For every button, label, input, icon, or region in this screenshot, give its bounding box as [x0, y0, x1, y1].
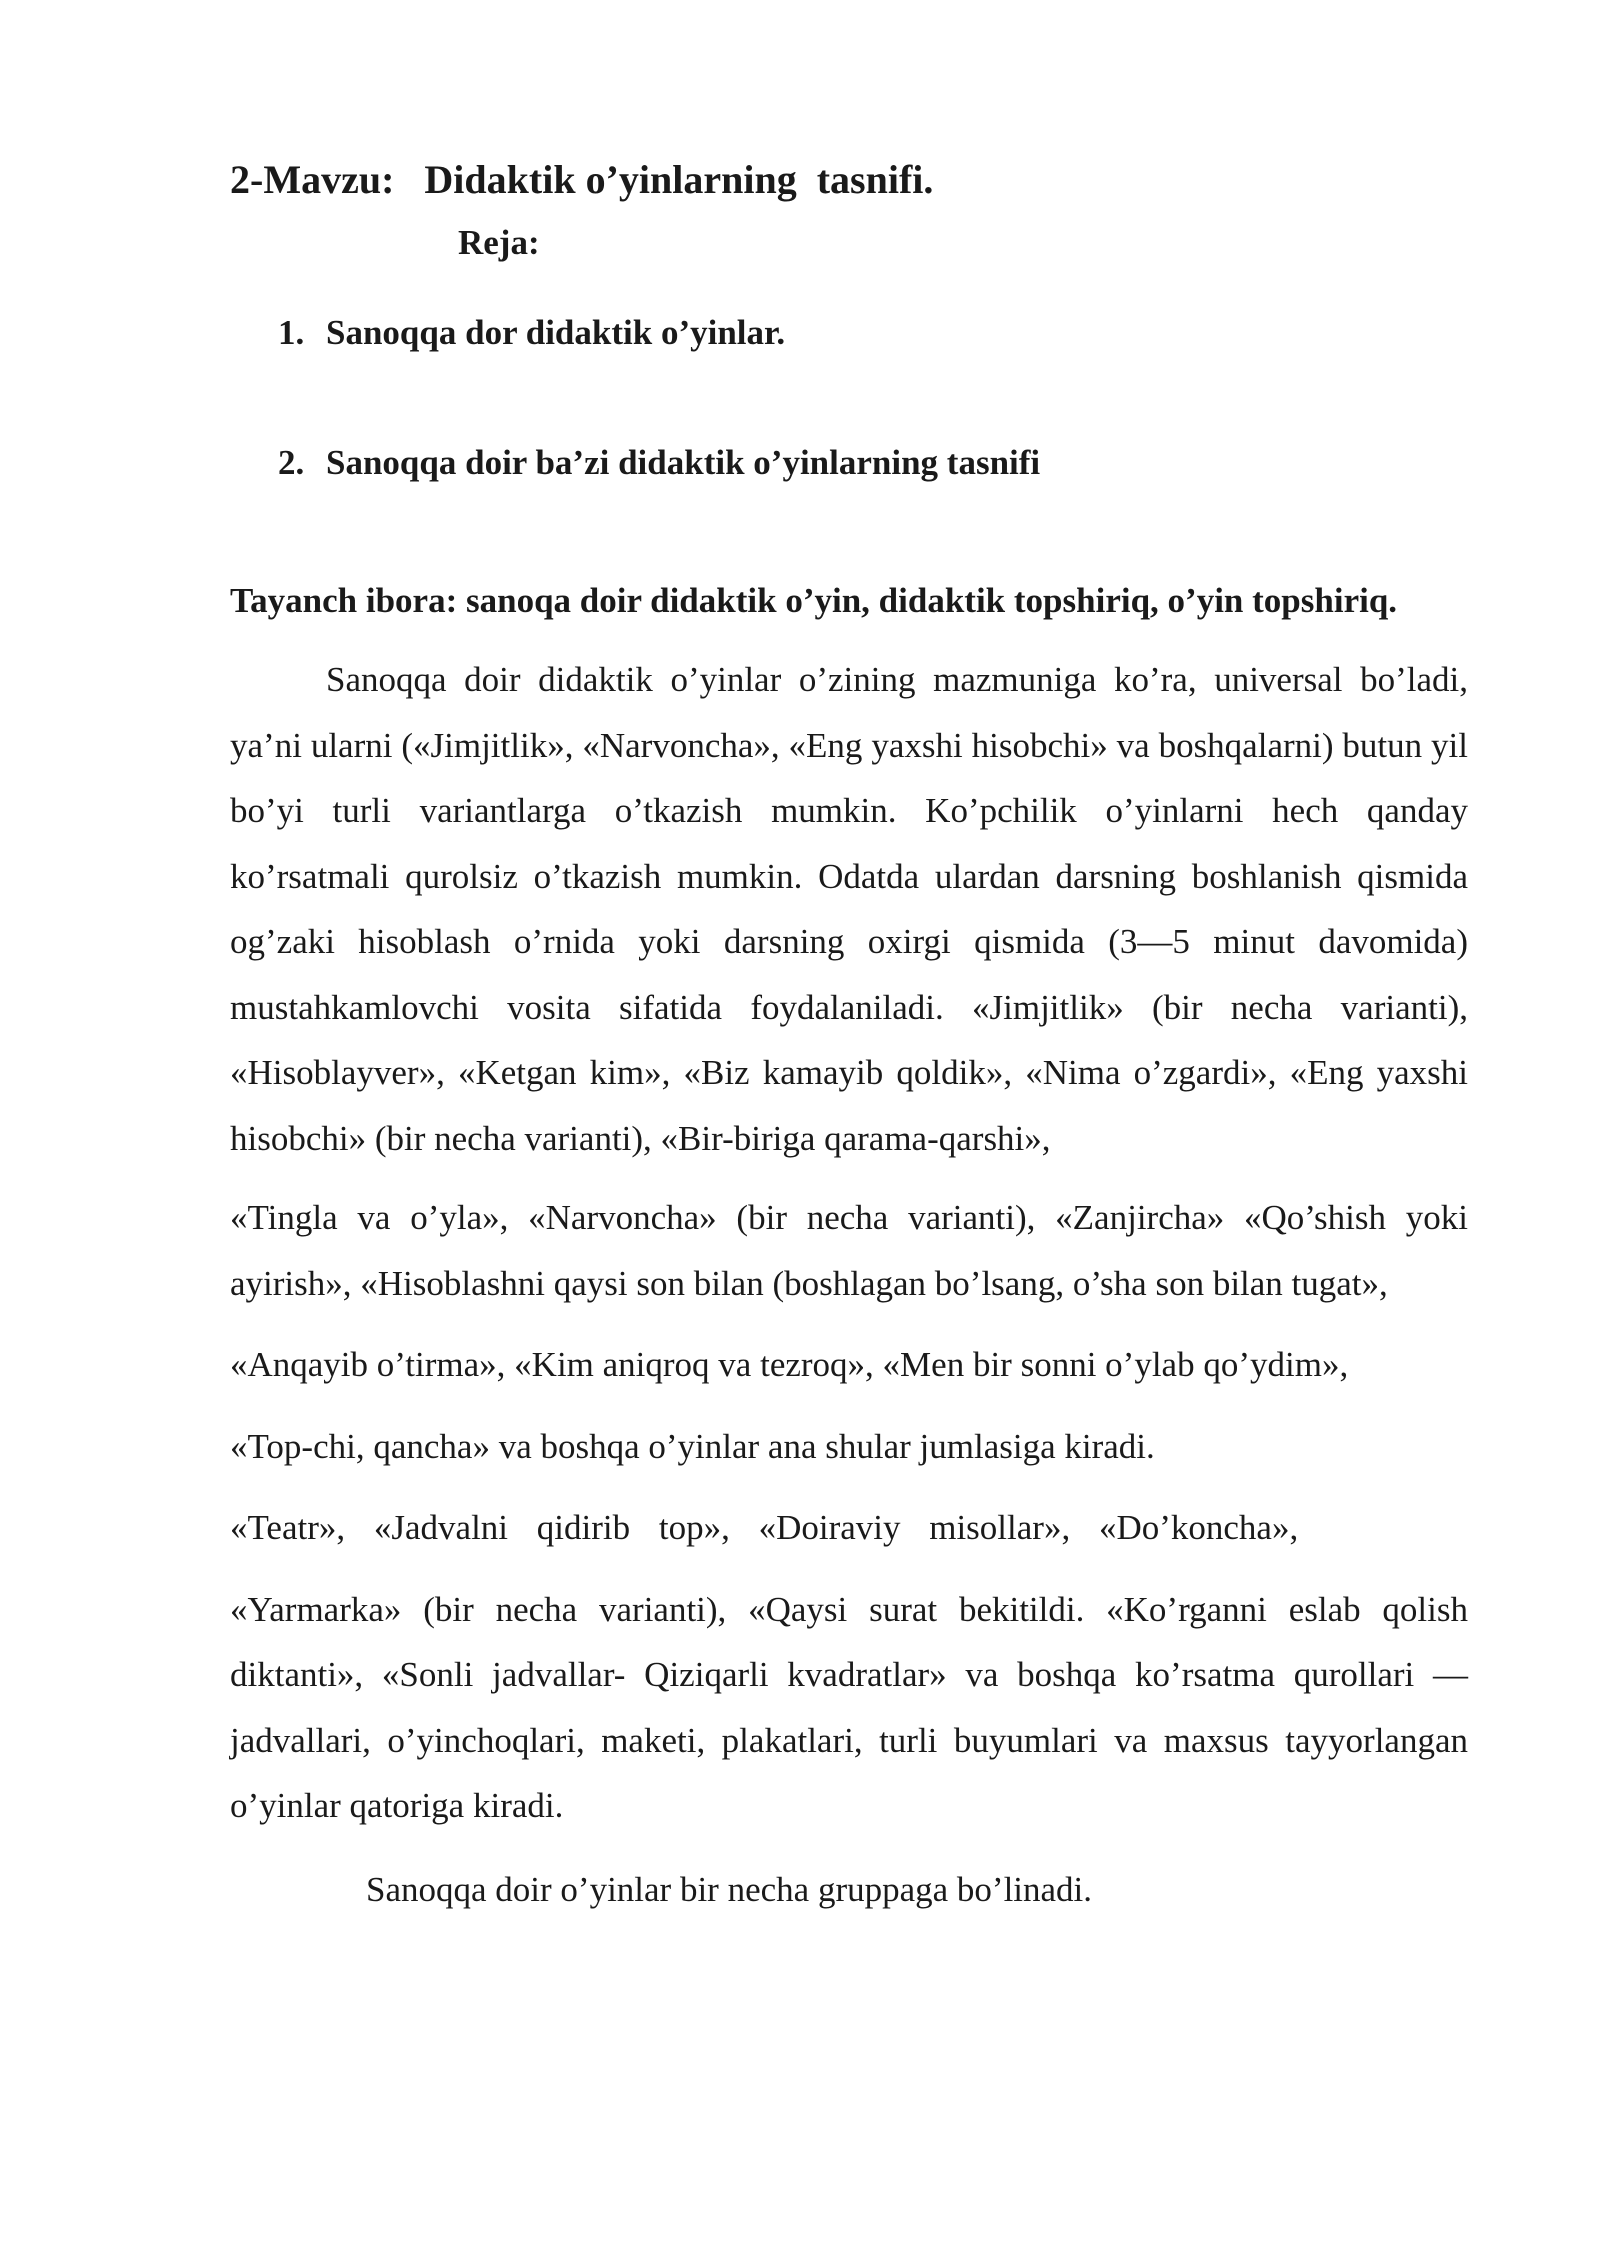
plan-item-number: 1. [278, 313, 305, 352]
body-paragraph: «Tingla va o’yla», «Narvoncha» (bir necha varianti), «Zanjircha» «Qo’shish yoki ayirish», «Hisoblashni qaysi son bilan (boshlagan bo’lsang, o’sha son bilan tugat», [230, 1198, 1468, 1303]
body-paragraph: «Top-chi, qancha» va boshqa o’yinlar ana shular jumlasiga kiradi. [230, 1426, 1155, 1466]
body-paragraph: Sanoqqa doir o’yinlar bir necha gruppaga bo’linadi. [366, 1869, 1093, 1909]
plan-item [278, 438, 1490, 488]
key-terms: Tayanch ibora: sanoqa doir didaktik o’yin, didaktik topshiriq, o’yin topshiriq. [230, 581, 1398, 620]
plan-list [278, 308, 1490, 488]
plan-heading: Reja: [458, 223, 540, 262]
body-paragraph: «Anqayib o’tirma», «Kim aniqroq va tezroq», «Men bir sonni o’ylab qo’ydim», [230, 1345, 1349, 1384]
body-paragraph: Sanoqqa doir didaktik o’yinlar o’zining mazmuniga ko’ra, universal bo’ladi, ya’ni ularni («Jimjitlik», «Narvoncha», «Eng yaxshi hisobchi» va boshqalarni) butun yil bo’yi turli variantlarga o’tkazish mumkin. Ko’pchilik o’yinlarni hech qanday ko’rsatmali qurolsiz o’tkazish mumkin. Odatda ulardan darsning boshlanish qismida og’zaki hisoblash o’rnida yoki darsning oxirgi qismida (3—5 minut davomida) mustahkamlovchi vosita sifatida foydalaniladi. «Jimjitlik» (bir necha varianti), «Hisoblayver», «Ketgan kim», «Biz kamayib qoldik», «Nima o’zgardi», «Eng yaxshi hisobchi» (bir necha varianti), «Bir-biriga qarama-qarshi», [230, 660, 1468, 1158]
plan-item [278, 308, 1490, 358]
body-paragraph: «Teatr», «Jadvalni qidirib top», «Doiraviy misollar», «Do’koncha», [230, 1508, 1299, 1547]
plan-item-text: Sanoqqa doir ba’zi didaktik o’yinlarning tasnifi [326, 443, 1041, 482]
page-title: 2-Mavzu: Didaktik o’yinlarning tasnifi. [230, 157, 934, 202]
document-page [230, 150, 1490, 1922]
plan-item-number: 2. [278, 443, 305, 482]
plan-item-text: Sanoqqa dor didaktik o’yinlar. [326, 313, 786, 352]
body-paragraph: «Yarmarka» (bir necha varianti), «Qaysi surat bekitildi. «Ko’rganni eslab qolish diktanti», «Sonli jadvallar- Qiziqarli kvadratlar» va boshqa ko’rsatma qurollari — jadvallari, o’yinchoqlari, maketi, plakatlari, turli buyumlari va maxsus tayyorlangan o’yinlar qatoriga kiradi. [230, 1589, 1468, 1825]
